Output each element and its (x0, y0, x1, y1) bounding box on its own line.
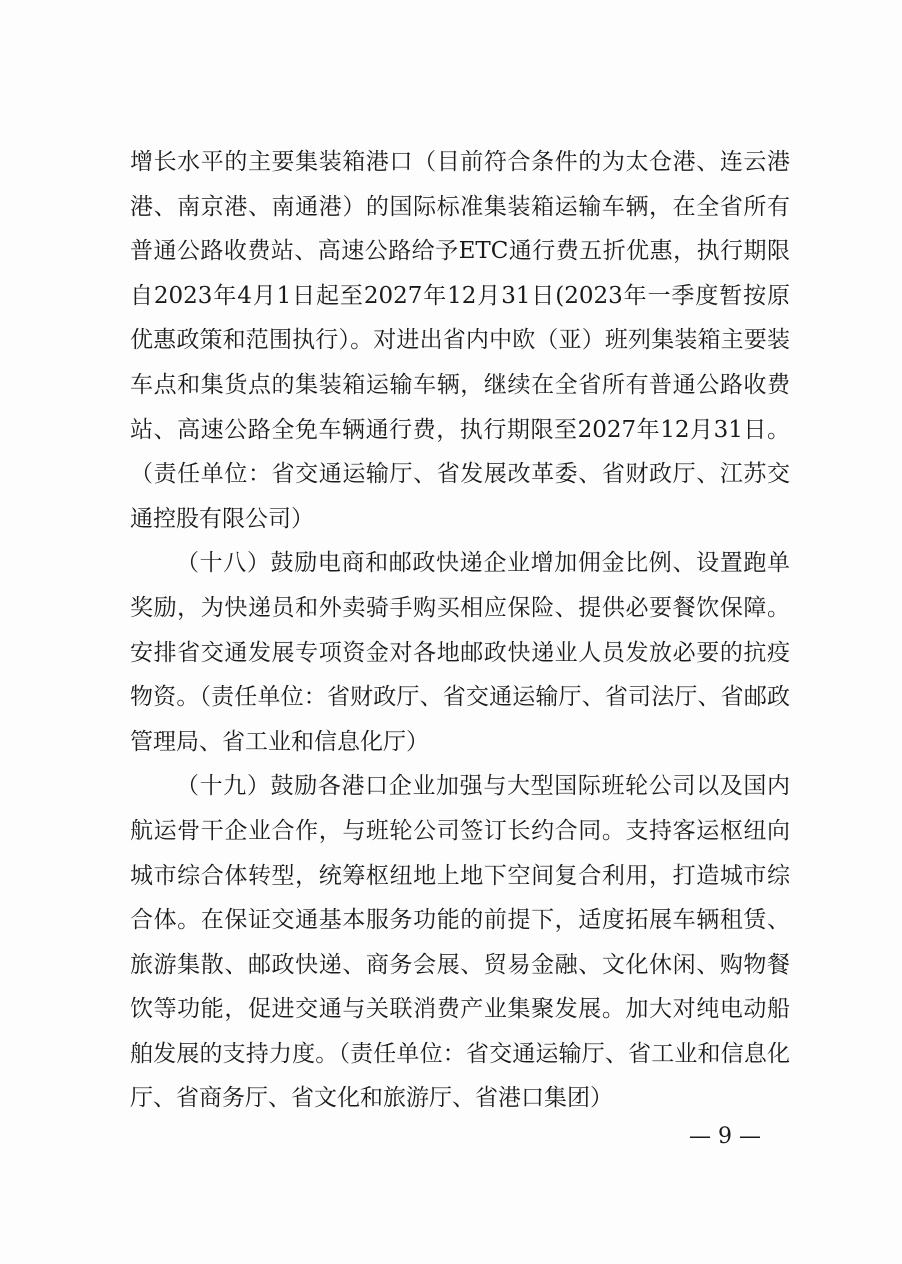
document-body (130, 140, 790, 1121)
paragraph-item-18: （十八）鼓励电商和邮政快递企业增加佣金比例、设置跑单奖励，为快递员和外卖骑手购买相应保险、提供必要餐饮保障。安排省交通发展专项资金对各地邮政快递业人员发放必要的抗疫物资。（责任单位：省财政厅、省交通运输厅、省司法厅、省邮政管理局、省工业和信息化厅） (130, 550, 790, 755)
paragraph-continuation: 增长水平的主要集装箱港口（目前符合条件的为太仓港、连云港港、南京港、南通港）的国际标准集装箱运输车辆，在全省所有普通公路收费站、高速公路给予ETC通行费五折优惠，执行期限自2023年4月1日起至2027年12月31日(2023年一季度暂按原优惠政策和范围执行）。对进出省内中欧（亚）班列集装箱主要装车点和集货点的集装箱运输车辆，继续在全省所有普通公路收费站、高速公路全免车辆通行费，执行期限至2027年12月31日。（责任单位：省交通运输厅、省发展改革委、省财政厅、江苏交通控股有限公司） (130, 149, 790, 532)
paragraph-item-19: （十九）鼓励各港口企业加强与大型国际班轮公司以及国内航运骨干企业合作，与班轮公司签订长约合同。支持客运枢纽向城市综合体转型，统筹枢纽地上地下空间复合利用，打造城市综合体。在保证交通基本服务功能的前提下，适度拓展车辆租赁、旅游集散、邮政快递、商务会展、贸易金融、文化休闲、购物餐饮等功能，促进交通与关联消费产业集聚发展。加大对纯电动船舶发展的支持力度。（责任单位：省交通运输厅、省工业和信息化厅、省商务厅、省文化和旅游厅、省港口集团） (130, 773, 790, 1112)
page-number: — 9 — (689, 1124, 761, 1149)
